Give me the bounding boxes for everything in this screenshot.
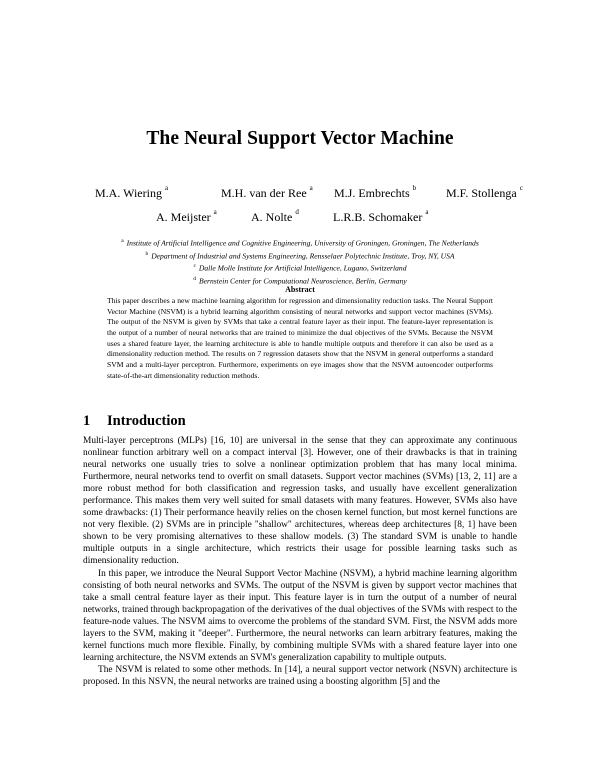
paper-title: The Neural Support Vector Machine (146, 128, 454, 149)
abstract-text: This paper describes a new machine learning algorithm for regression and dimensionality reduction tasks. The Neural Support Vector Machine (NSVM) is a hybrid learning algorithm consisting of neural networks and support vector machines (SVMs). The output of the NSVM is given by SVMs that take a central feature layer as their input. The feature-layer representation is the output of a number of neural networks that are trained to minimize the dual objectives of the SVMs. Because the NSVM uses a shared feature layer, the learning architecture is able to handle multiple outputs and therefore it can also be used as a dimensionality reduction method. The results on 7 regression datasets show that the NSVM in general outperforms a standard SVM and a multi-layer perceptron. Furthermore, experiments on eye images show that the NSVM autoencoder outperforms state-of-the-art dimensionality reduction methods. (107, 296, 493, 380)
author: M.A. Wiering $^a$ (95, 184, 169, 200)
affiliation: $^d$ Bernstein Center for Computational Neuroscience, Berlin, Germany (193, 275, 407, 286)
body-text (83, 435, 517, 688)
section-title: Introduction (107, 413, 186, 429)
author: M.J. Embrechts $^b$ (334, 184, 417, 200)
author-row-2 (0, 210, 600, 226)
author: A. Nolte $^d$ (251, 208, 299, 224)
affiliation: $^b$ Department of Industrial and Systems Engineering, Rensselaer Polytechnic Institute, Troy, NY, USA (145, 250, 455, 261)
author: L.R.B. Schomaker $^a$ (333, 208, 429, 224)
paragraph: Multi-layer perceptrons (MLPs) [16, 10] are universal in the sense that they can approximate any continuous nonlinear function arbitrary well on a compact interval [3]. However, one of their drawbacks is that in training neural networks one usually tries to solve a nonlinear optimization problem that has many local minima. Furthermore, neural networks tend to overfit on small datasets. Support vector machines (SVMs) [13, 2, 11] are a more robust method for both classification and regression tasks, and usually have excellent generalization performance. This makes them very well suited for small datasets with many features. However, SVMs also have some drawbacks: (1) Their performance heavily relies on the chosen kernel function, but most kernel functions are not very flexible. (2) SVMs are in principle "shallow" architectures, whereas deep architectures [8, 1] have been shown to be very promising alternatives to these shallow models. (3) The standard SVM is unable to handle multiple outputs in a single architecture, which restricts their usage for possible learning tasks such as dimensionality reduction. (83, 436, 517, 567)
author: A. Meijster $^a$ (156, 208, 217, 224)
paragraph: In this paper, we introduce the Neural Support Vector Machine (NSVM), a hybrid machine learning algorithm consisting of both neural networks and SVMs. The output of the NSVM is given by support vector machines that take a small central feature layer as their input. This feature layer is in turn the output of a number of neural networks, trained through backpropagation of the derivatives of the dual objectives of the SVMs with respect to the feature-node values. The NSVM aims to overcome the problems of the standard SVM. First, the NSVM adds more layers to the SVM, making it "deeper". Furthermore, the neural networks can learn arbitrary features, making the kernel functions much more flexible. Finally, by combining multiple SVMs with a shared feature layer into one learning architecture, the NSVM extends an SVM's generalization capability to multiple outputs. (83, 568, 517, 663)
paragraph: The NSVM is related to some other methods. In [14], a neural support vector network (NSVN) architecture is proposed. In this NSVN, the neural networks are trained using a boosting algorithm [5] and the (83, 664, 517, 687)
author-row-1 (0, 186, 600, 202)
affiliation: $^c$ Dalle Molle Institute for Artificial Intelligence, Lugano, Switzerland (193, 263, 407, 273)
author: M.H. van der Ree $^a$ (221, 184, 313, 200)
affiliations (0, 236, 600, 286)
abstract-heading: Abstract (285, 285, 315, 294)
section-heading (83, 413, 186, 430)
affiliation: $^a$ Institute of Artificial Intelligence and Cognitive Engineering, University of Groningen, Groningen, The Netherlands (121, 238, 479, 248)
author: M.F. Stollenga $^c$ (446, 184, 523, 200)
section-number: 1 (83, 413, 91, 429)
